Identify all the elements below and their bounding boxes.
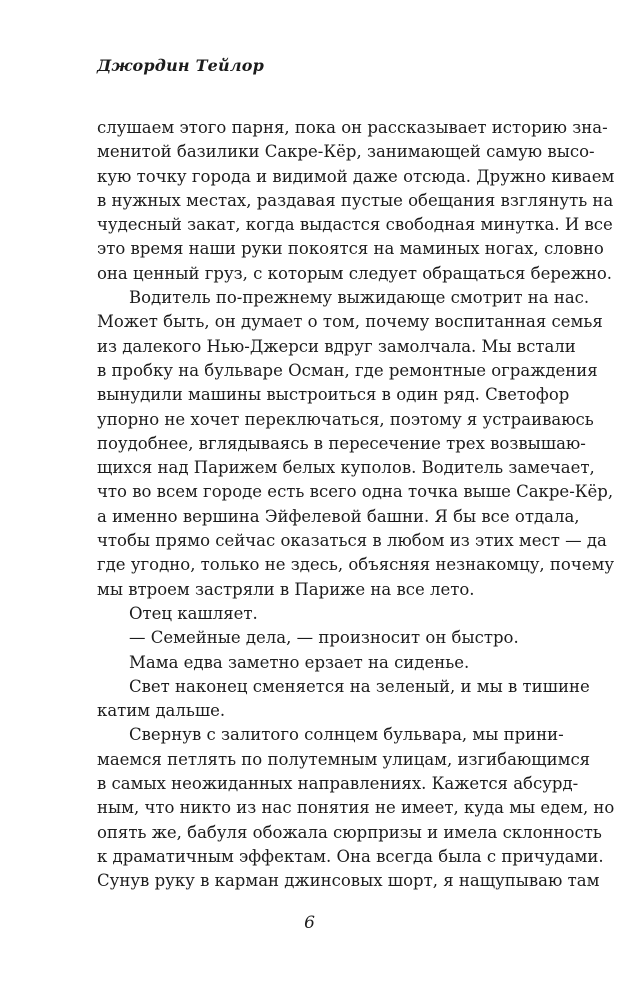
text-line: Мама едва заметно ерзает на сиденье. [129, 652, 470, 672]
text-line: в нужных местах, раздавая пустые обещания взглянуть на [97, 190, 614, 210]
text-line: кую точку города и видимой даже отсюда. Дружно киваем [97, 166, 615, 186]
text-line: щихся над Парижем белых куполов. Водитель замечает, [97, 458, 595, 478]
text-line: в самых неожиданных направлениях. Кажется абсурд- [97, 774, 579, 794]
text-line: опять же, бабуля обожала сюрпризы и имела склонность [97, 822, 602, 842]
text-line: ным, что никто из нас понятия не имеет, куда мы едем, но [97, 798, 615, 818]
text-line: в пробку на бульваре Осман, где ремонтные ограждения [97, 360, 598, 380]
text-line: мы втроем застряли в Париже на все лето. [97, 579, 475, 599]
text-line: маемся петлять по полутемным улицам, изгибающимся [97, 749, 591, 769]
text-line: Водитель по-прежнему выжидающе смотрит на нас. [129, 288, 590, 308]
body-text [97, 116, 615, 894]
text-line: — Семейные дела, — произносит он быстро. [129, 628, 519, 648]
text-line: к драматичным эффектам. Она всегда была с причудами. [97, 846, 604, 866]
text-line: чтобы прямо сейчас оказаться в любом из этих мест — да [97, 531, 607, 551]
text-line: а именно вершина Эйфелевой башни. Я бы все отдала, [97, 506, 580, 526]
text-line: Свернув с залитого солнцем бульвара, мы прини- [129, 725, 564, 745]
running-head-author: Джордин Тейлор [97, 56, 265, 75]
text-line: чудесный закат, когда выдастся свободная минутка. И все [97, 215, 613, 235]
text-line: что во всем городе есть всего одна точка выше Сакре-Кёр, [97, 482, 614, 502]
text-line: это время наши руки покоятся на маминых ногах, словно [97, 239, 604, 259]
text-line: Свет наконец сменяется на зеленый, и мы в тишине [129, 676, 590, 696]
text-line: Может быть, он думает о том, почему воспитанная семья [97, 312, 603, 332]
text-line: поудобнее, вглядываясь в пересечение трех возвышаю- [97, 433, 586, 453]
text-line: Отец кашляет. [129, 603, 258, 623]
text-line: упорно не хочет переключаться, поэтому я устраиваюсь [97, 409, 594, 429]
text-line: слушаем этого парня, пока он рассказывает историю зна- [97, 118, 608, 137]
text-line: где угодно, только не здесь, объясняя незнакомцу, почему [97, 555, 615, 575]
text-line: Сунув руку в карман джинсовых шорт, я нащупываю там [97, 871, 600, 891]
page-number: 6 [304, 913, 315, 933]
text-line: менитой базилики Сакре-Кёр, занимающей самую высо- [97, 142, 595, 162]
text-line: из далекого Нью-Джерси вдруг замолчала. Мы встали [97, 336, 576, 356]
text-line: она ценный груз, с которым следует обращаться бережно. [97, 263, 613, 283]
text-line: катим дальше. [97, 701, 226, 721]
text-line: вынудили машины выстроиться в один ряд. Светофор [97, 385, 570, 405]
